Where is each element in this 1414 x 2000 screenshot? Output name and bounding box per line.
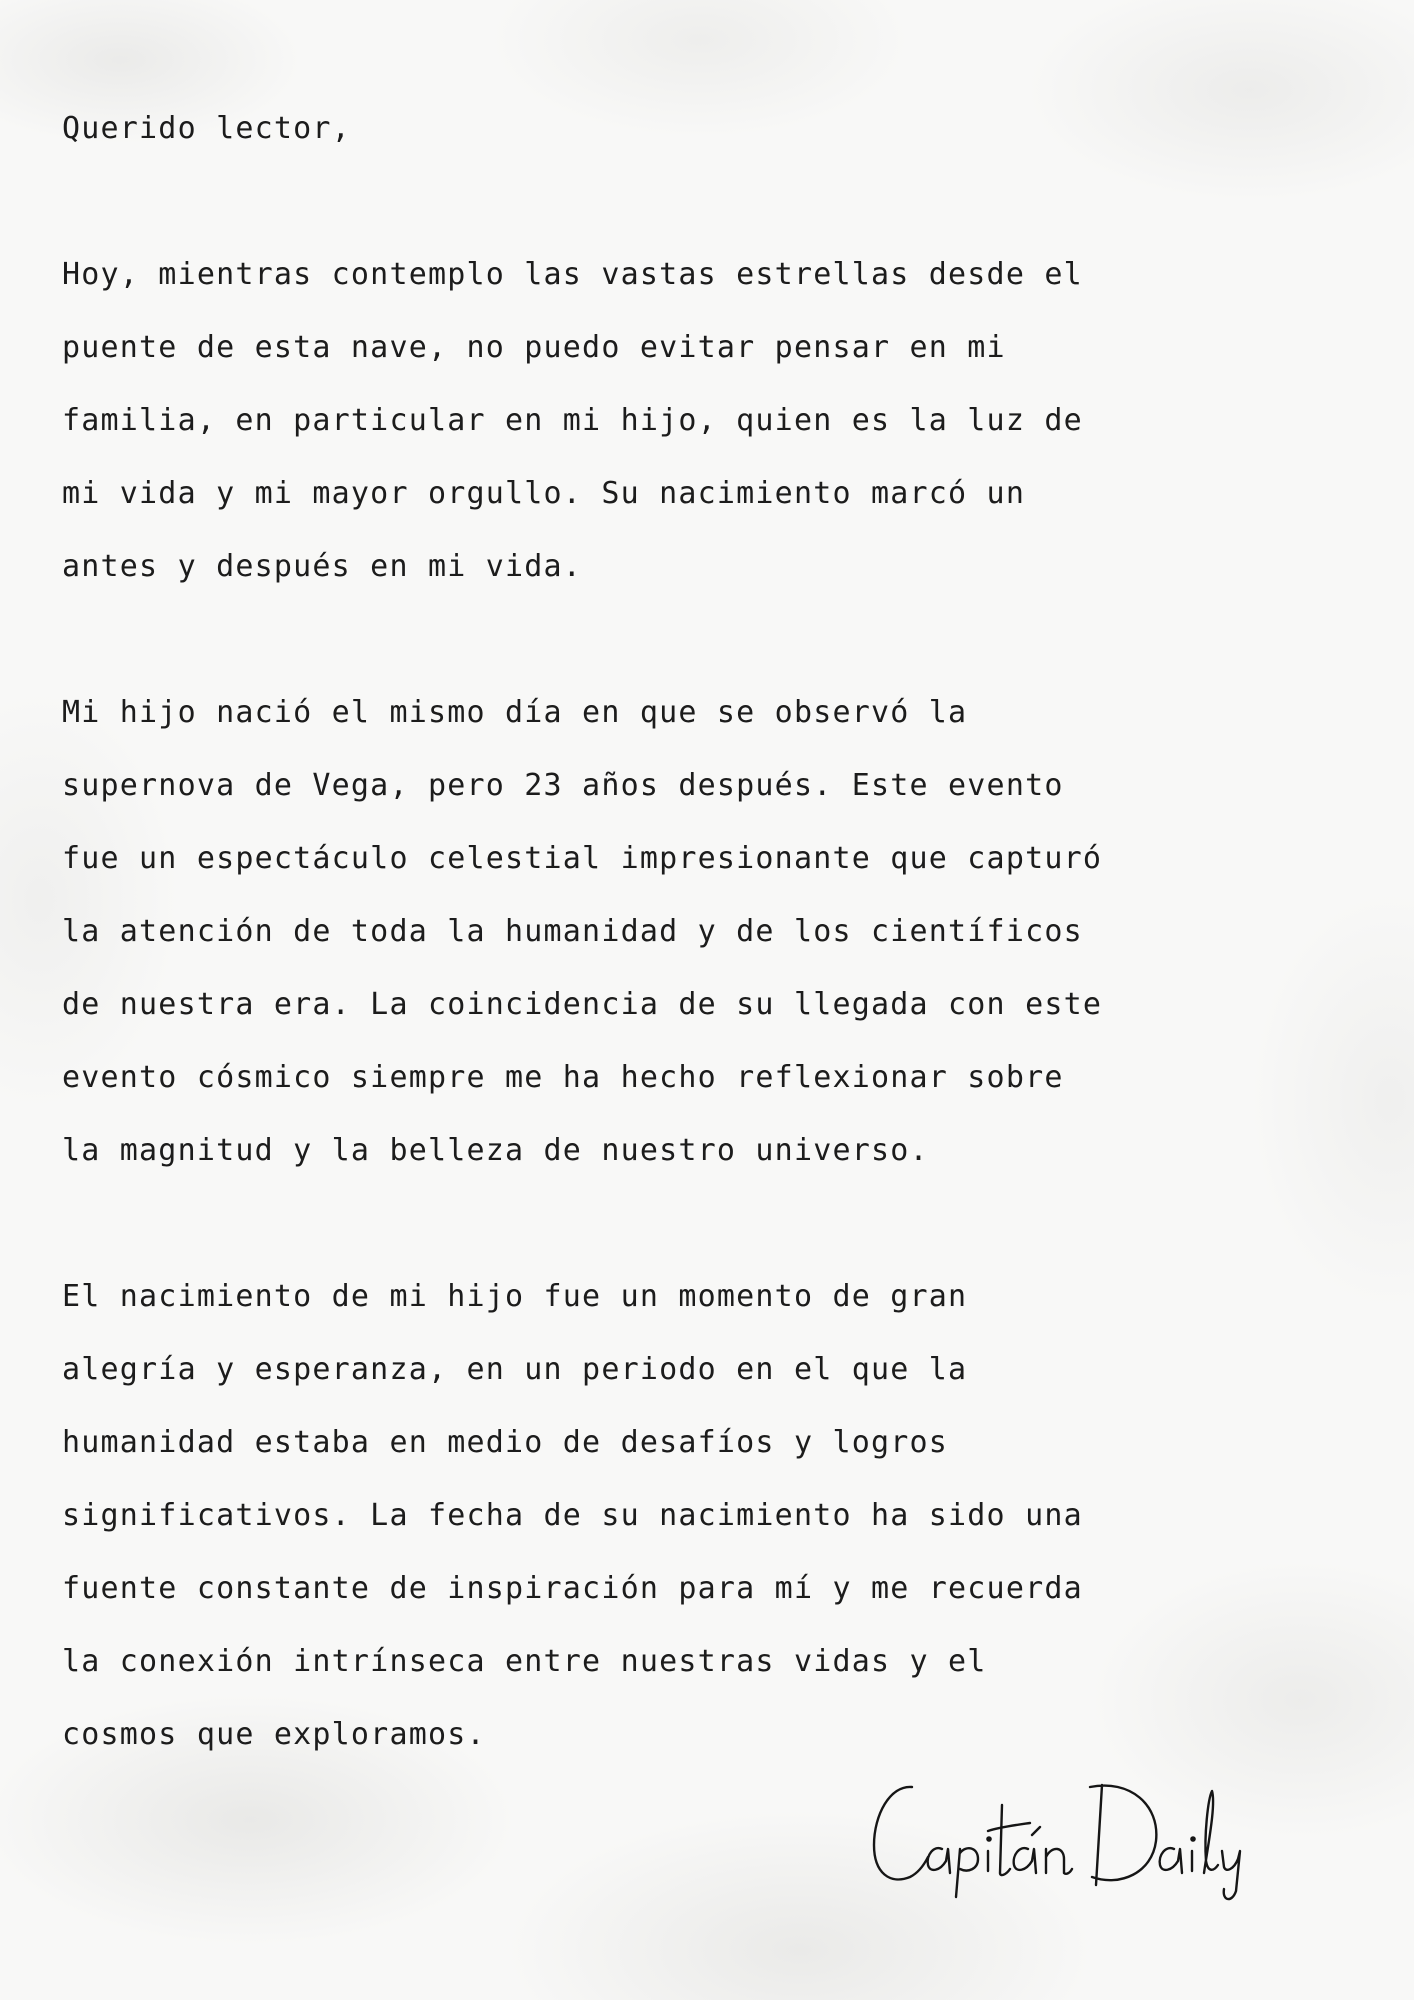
paragraph-line: evento cósmico siempre me ha hecho reflexionar sobre	[62, 1060, 1064, 1095]
letter-paragraph-1	[62, 238, 1362, 603]
signature	[860, 1765, 1260, 1905]
paragraph-line: alegría y esperanza, en un periodo en el que la	[62, 1352, 968, 1387]
letter-paragraph-3	[62, 1260, 1362, 1771]
letter-paragraph-2	[62, 676, 1362, 1187]
letter-body	[62, 92, 1362, 1844]
paragraph-line: familia, en particular en mi hijo, quien es la luz de	[62, 403, 1083, 438]
paragraph-line: antes y después en mi vida.	[62, 549, 583, 584]
paragraph-line: significativos. La fecha de su nacimiento ha sido una	[62, 1498, 1083, 1533]
paragraph-line: fuente constante de inspiración para mí y me recuerda	[62, 1571, 1083, 1606]
paragraph-line: puente de esta nave, no puedo evitar pensar en mi	[62, 330, 1006, 365]
paragraph-line: de nuestra era. La coincidencia de su llegada con este	[62, 987, 1103, 1022]
paragraph-line: fue un espectáculo celestial impresionante que capturó	[62, 841, 1103, 876]
paragraph-line: mi vida y mi mayor orgullo. Su nacimiento marcó un	[62, 476, 1026, 511]
paragraph-line: cosmos que exploramos.	[62, 1717, 486, 1752]
paragraph-line: Mi hijo nació el mismo día en que se observó la	[62, 695, 968, 730]
letter-greeting: Querido lector,	[62, 111, 351, 146]
paragraph-line: la atención de toda la humanidad y de los científicos	[62, 914, 1083, 949]
paragraph-line: humanidad estaba en medio de desafíos y logros	[62, 1425, 949, 1460]
paragraph-line: supernova de Vega, pero 23 años después. Este evento	[62, 768, 1064, 803]
paragraph-line: Hoy, mientras contemplo las vastas estrellas desde el	[62, 257, 1083, 292]
paragraph-line: El nacimiento de mi hijo fue un momento de gran	[62, 1279, 968, 1314]
paragraph-line: la conexión intrínseca entre nuestras vidas y el	[62, 1644, 987, 1679]
paragraph-line: la magnitud y la belleza de nuestro universo.	[62, 1133, 929, 1168]
signature-drawing	[860, 1765, 1260, 1905]
